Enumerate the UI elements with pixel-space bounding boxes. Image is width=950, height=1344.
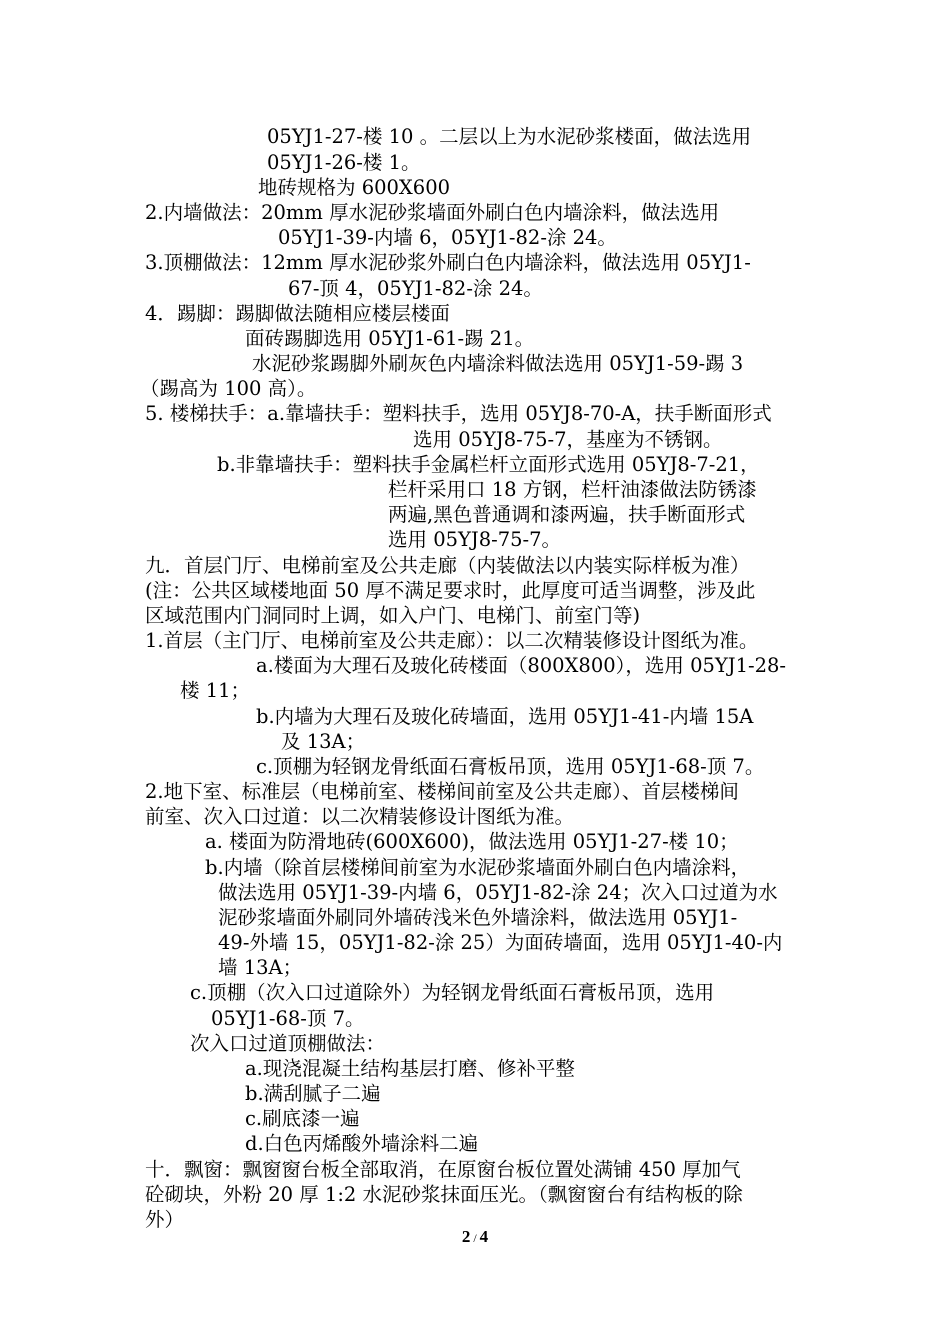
text-line: 3.顶棚做法：12mm 厚水泥砂浆外刷白色内墙涂料，做法选用 05YJ1- [145,251,751,274]
text-line: 05YJ1-68-顶 7。 [211,1007,365,1030]
text-line: b.非靠墙扶手：塑料扶手金属栏杆立面形式选用 05YJ8-7-21， [217,453,760,476]
text-line: 2.内墙做法：20mm 厚水泥砂浆墙面外刷白色内墙涂料，做法选用 [145,201,720,224]
page-separator: / [473,1231,477,1245]
text-line: 水泥砂浆踢脚外刷灰色内墙涂料做法选用 05YJ1-59-踢 3 [252,352,744,375]
text-line: b.内墙为大理石及玻化砖墙面，选用 05YJ1-41-内墙 15A [256,705,754,728]
text-line: 05YJ1-26-楼 1。 [267,151,421,174]
text-line: 67-顶 4，05YJ1-82-涂 24。 [288,277,543,300]
text-line: c.顶棚为轻钢龙骨纸面石膏板吊顶，选用 05YJ1-68-顶 7。 [256,755,765,778]
text-line: 2.地下室、标准层（电梯前室、楼梯间前室及公共走廊）、首层楼梯间 [145,780,739,803]
text-line: 区域范围内门洞同时上调，如入户门、电梯门、前室门等) [145,604,641,627]
text-line: 九．首层门厅、电梯前室及公共走廊（内装做法以内装实际样板为准） [145,554,750,577]
text-line: 5. 楼梯扶手：a.靠墙扶手：塑料扶手，选用 05YJ8-70-A，扶手断面形式 [145,402,772,425]
text-line: 选用 05YJ8-75-7，基座为不锈钢。 [413,428,723,451]
text-line: b.内墙（除首层楼梯间前室为水泥砂浆墙面外刷白色内墙涂料， [205,856,751,879]
text-line: 面砖踢脚选用 05YJ1-61-踢 21。 [245,327,535,350]
text-line: 做法选用 05YJ1-39-内墙 6，05YJ1-82-涂 24；次入口过道为水 [218,881,778,904]
page-number [0,1227,950,1247]
text-line: a.楼面为大理石及玻化砖楼面（800X800），选用 05YJ1-28- [256,654,786,677]
text-line: （踢高为 100 高）。 [140,377,317,400]
text-line: 栏杆采用口 18 方钢，栏杆油漆做法防锈漆 [388,478,757,501]
text-line: 次入口过道顶棚做法： [190,1032,386,1055]
text-line: 05YJ1-27-楼 10 。二层以上为水泥砂浆楼面，做法选用 [267,125,752,148]
text-line: 泥砂浆墙面外刷同外墙砖浅米色外墙涂料，做法选用 05YJ1- [218,906,738,929]
text-line: 地砖规格为 600X600 [258,176,451,199]
text-line: 05YJ1-39-内墙 6，05YJ1-82-涂 24。 [278,226,617,249]
text-line: d.白色丙烯酸外墙涂料二遍 [245,1132,479,1155]
text-line: a. 楼面为防滑地砖(600X600)，做法选用 05YJ1-27-楼 10； [205,830,739,853]
text-line: 砼砌块，外粉 20 厚 1:2 水泥砂浆抹面压光。（飘窗窗台有结构板的除 [145,1183,743,1206]
text-line: a.现浇混凝土结构基层打磨、修补平整 [245,1057,575,1080]
text-line: 前室、次入口过道：以二次精装修设计图纸为准。 [145,805,575,828]
text-line: c.顶棚（次入口过道除外）为轻钢龙骨纸面石膏板吊顶，选用 [190,981,715,1004]
text-line: 楼 11； [180,679,251,702]
text-line: 49-外墙 15，05YJ1-82-涂 25）为面砖墙面，选用 05YJ1-40-内 [218,931,783,954]
text-line: 两遍,黑色普通调和漆两遍，扶手断面形式 [388,503,746,526]
text-line: 1.首层（主门厅、电梯前室及公共走廊）：以二次精装修设计图纸为准。 [145,629,759,652]
text-line: 4．踢脚：踢脚做法随相应楼层楼面 [145,302,450,325]
text-line: c.刷底漆一遍 [245,1107,360,1130]
text-line: 墙 13A； [218,956,303,979]
text-line: 外） [145,1208,185,1231]
page-total: 4 [479,1227,489,1246]
text-line: 及 13A； [281,730,366,753]
text-line: b.满刮腻子二遍 [245,1082,381,1105]
text-line: 十．飘窗：飘窗窗台板全部取消，在原窗台板位置处满铺 450 厚加气 [145,1158,741,1181]
text-line: (注：公共区域楼地面 50 厚不满足要求时，此厚度可适当调整，涉及此 [145,579,756,602]
page-current: 2 [461,1227,471,1246]
text-line: 选用 05YJ8-75-7。 [388,528,562,551]
